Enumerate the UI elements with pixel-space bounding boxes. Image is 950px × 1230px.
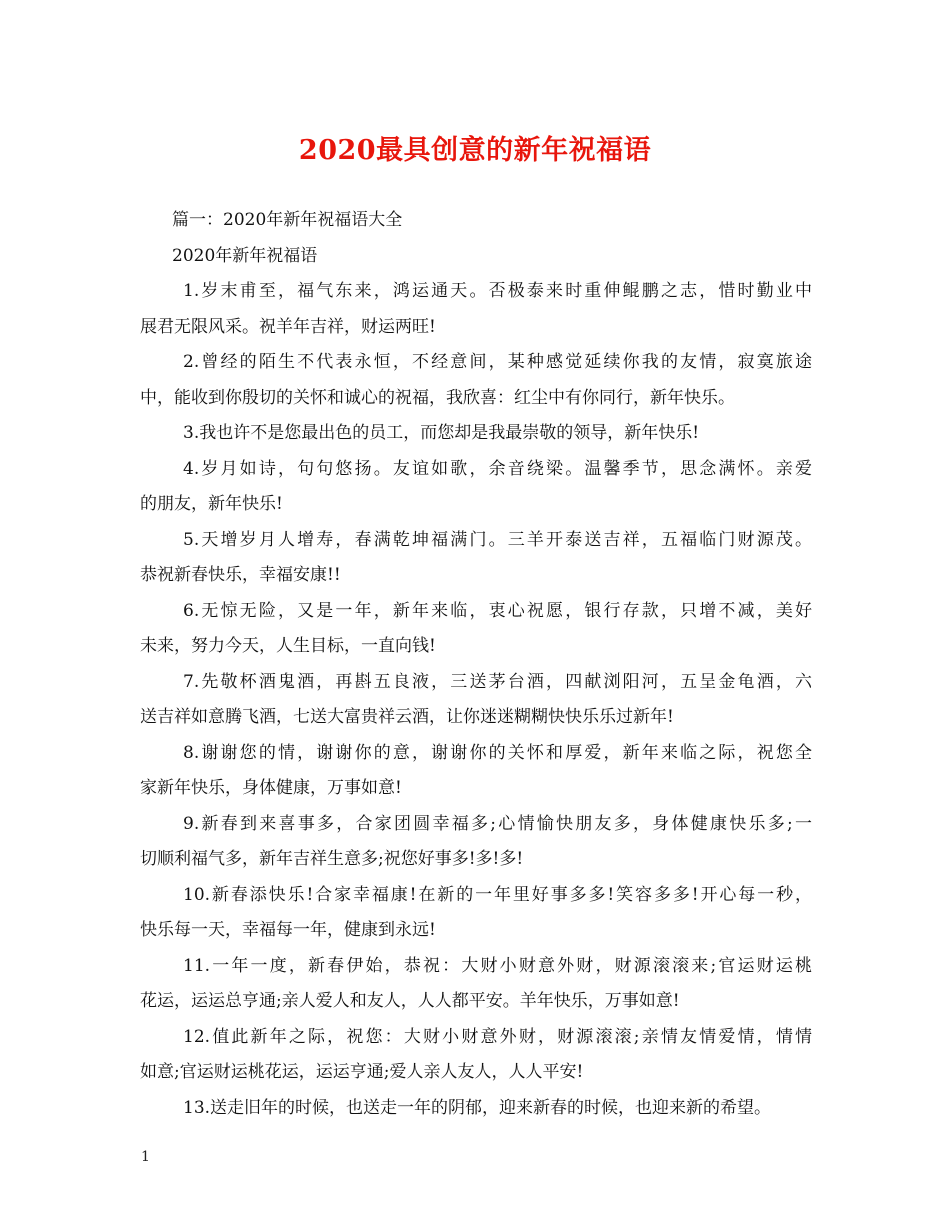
- greeting-item: [140, 345, 812, 416]
- greeting-item-first-line: 4.岁月如诗，句句悠扬。友谊如歌，余音绕梁。温馨季节，思念满怀。亲爱: [183, 458, 812, 479]
- greeting-item: [140, 736, 812, 807]
- section-heading: 篇一：2020年新年祝福语大全: [172, 210, 403, 230]
- greeting-item: [140, 594, 812, 665]
- greeting-item: [140, 949, 812, 1020]
- greeting-item-first-line: 8.谢谢您的情，谢谢你的意，谢谢你的关怀和厚爱，新年来临之际，祝您全: [183, 742, 812, 763]
- greeting-item-first-line: 10.新春添快乐!合家幸福康!在新的一年里好事多多!笑容多多!开心每一秒，: [183, 884, 812, 905]
- greeting-item: [140, 523, 812, 594]
- greeting-list: [140, 274, 812, 1126]
- greeting-item: [140, 878, 812, 949]
- greeting-item: [140, 1091, 812, 1127]
- greeting-item: [140, 807, 812, 878]
- greeting-item-continuation-line: 家新年快乐，身体健康，万事如意!: [140, 778, 402, 798]
- greeting-item-first-line: 1.岁末甫至，福气东来，鸿运通天。否极泰来时重伸鲲鹏之志，惜时勤业中: [183, 281, 812, 301]
- greeting-item: [140, 452, 812, 523]
- document-body: [140, 203, 812, 1126]
- greeting-item-first-line: 3.我也许不是您最出色的员工，而您却是我最崇敬的领导，新年快乐!: [183, 423, 700, 443]
- greeting-item-first-line: 6.无惊无险，又是一年，新年来临，衷心祝愿，银行存款，只增不减，美好: [183, 600, 812, 621]
- section-subheading: 2020年新年祝福语: [172, 245, 318, 266]
- greeting-item-continuation-line: 快乐每一天，幸福每一年，健康到永远!: [140, 920, 436, 940]
- greeting-item: [140, 1020, 812, 1091]
- greeting-item-first-line: 2.曾经的陌生不代表永恒，不经意间，某种感觉延续你我的友情，寂寞旅途: [183, 352, 812, 372]
- greeting-item-continuation-line: 中，能收到你殷切的关怀和诚心的祝福，我欣喜：红尘中有你同行，新年快乐。: [140, 387, 735, 408]
- greeting-item-first-line: 7.先敬杯酒鬼酒，再斟五良液，三送茅台酒，四献浏阳河，五呈金龟酒，六: [183, 671, 812, 692]
- greeting-item: [140, 416, 812, 452]
- greeting-item-first-line: 11.一年一度，新春伊始，恭祝：大财小财意外财，财源滚滚来;官运财运桃: [183, 955, 812, 976]
- greeting-item: [140, 274, 812, 345]
- greeting-item-continuation-line: 花运，运运总亨通;亲人爱人和友人，人人都平安。羊年快乐，万事如意!: [140, 991, 680, 1011]
- greeting-item-continuation-line: 的朋友，新年快乐!: [140, 494, 283, 514]
- document-title: 2020最具创意的新年祝福语: [298, 135, 652, 166]
- greeting-item-first-line: 9.新春到来喜事多，合家团圆幸福多;心情愉快朋友多，身体健康快乐多;一: [183, 813, 812, 834]
- greeting-item-continuation-line: 送吉祥如意腾飞酒，七送大富贵祥云酒，让你迷迷糊糊快快乐乐过新年!: [140, 707, 674, 727]
- greeting-item-first-line: 13.送走旧年的时候，也送走一年的阴郁，迎来新春的时候，也迎来新的希望。: [183, 1097, 772, 1118]
- greeting-item: [140, 665, 812, 736]
- greeting-item-continuation-line: 如意;官运财运桃花运，运运亨通;爱人亲人友人，人人平安!: [140, 1062, 584, 1082]
- page-number: 1: [141, 1149, 150, 1165]
- greeting-item-first-line: 12.值此新年之际，祝您：大财小财意外财，财源滚滚;亲情友情爱情，情情: [183, 1026, 812, 1047]
- greeting-item-continuation-line: 切顺利福气多，新年吉祥生意多;祝您好事多!多!多!: [140, 849, 524, 869]
- greeting-item-first-line: 5.天增岁月人增寿，春满乾坤福满门。三羊开泰送吉祥，五福临门财源茂。: [183, 529, 812, 550]
- greeting-item-continuation-line: 未来，努力今天，人生目标，一直向钱!: [140, 636, 436, 656]
- greeting-item-continuation-line: 恭祝新春快乐，幸福安康!!: [140, 565, 341, 585]
- greeting-item-continuation-line: 展君无限风采。祝羊年吉祥，财运两旺!: [140, 316, 436, 337]
